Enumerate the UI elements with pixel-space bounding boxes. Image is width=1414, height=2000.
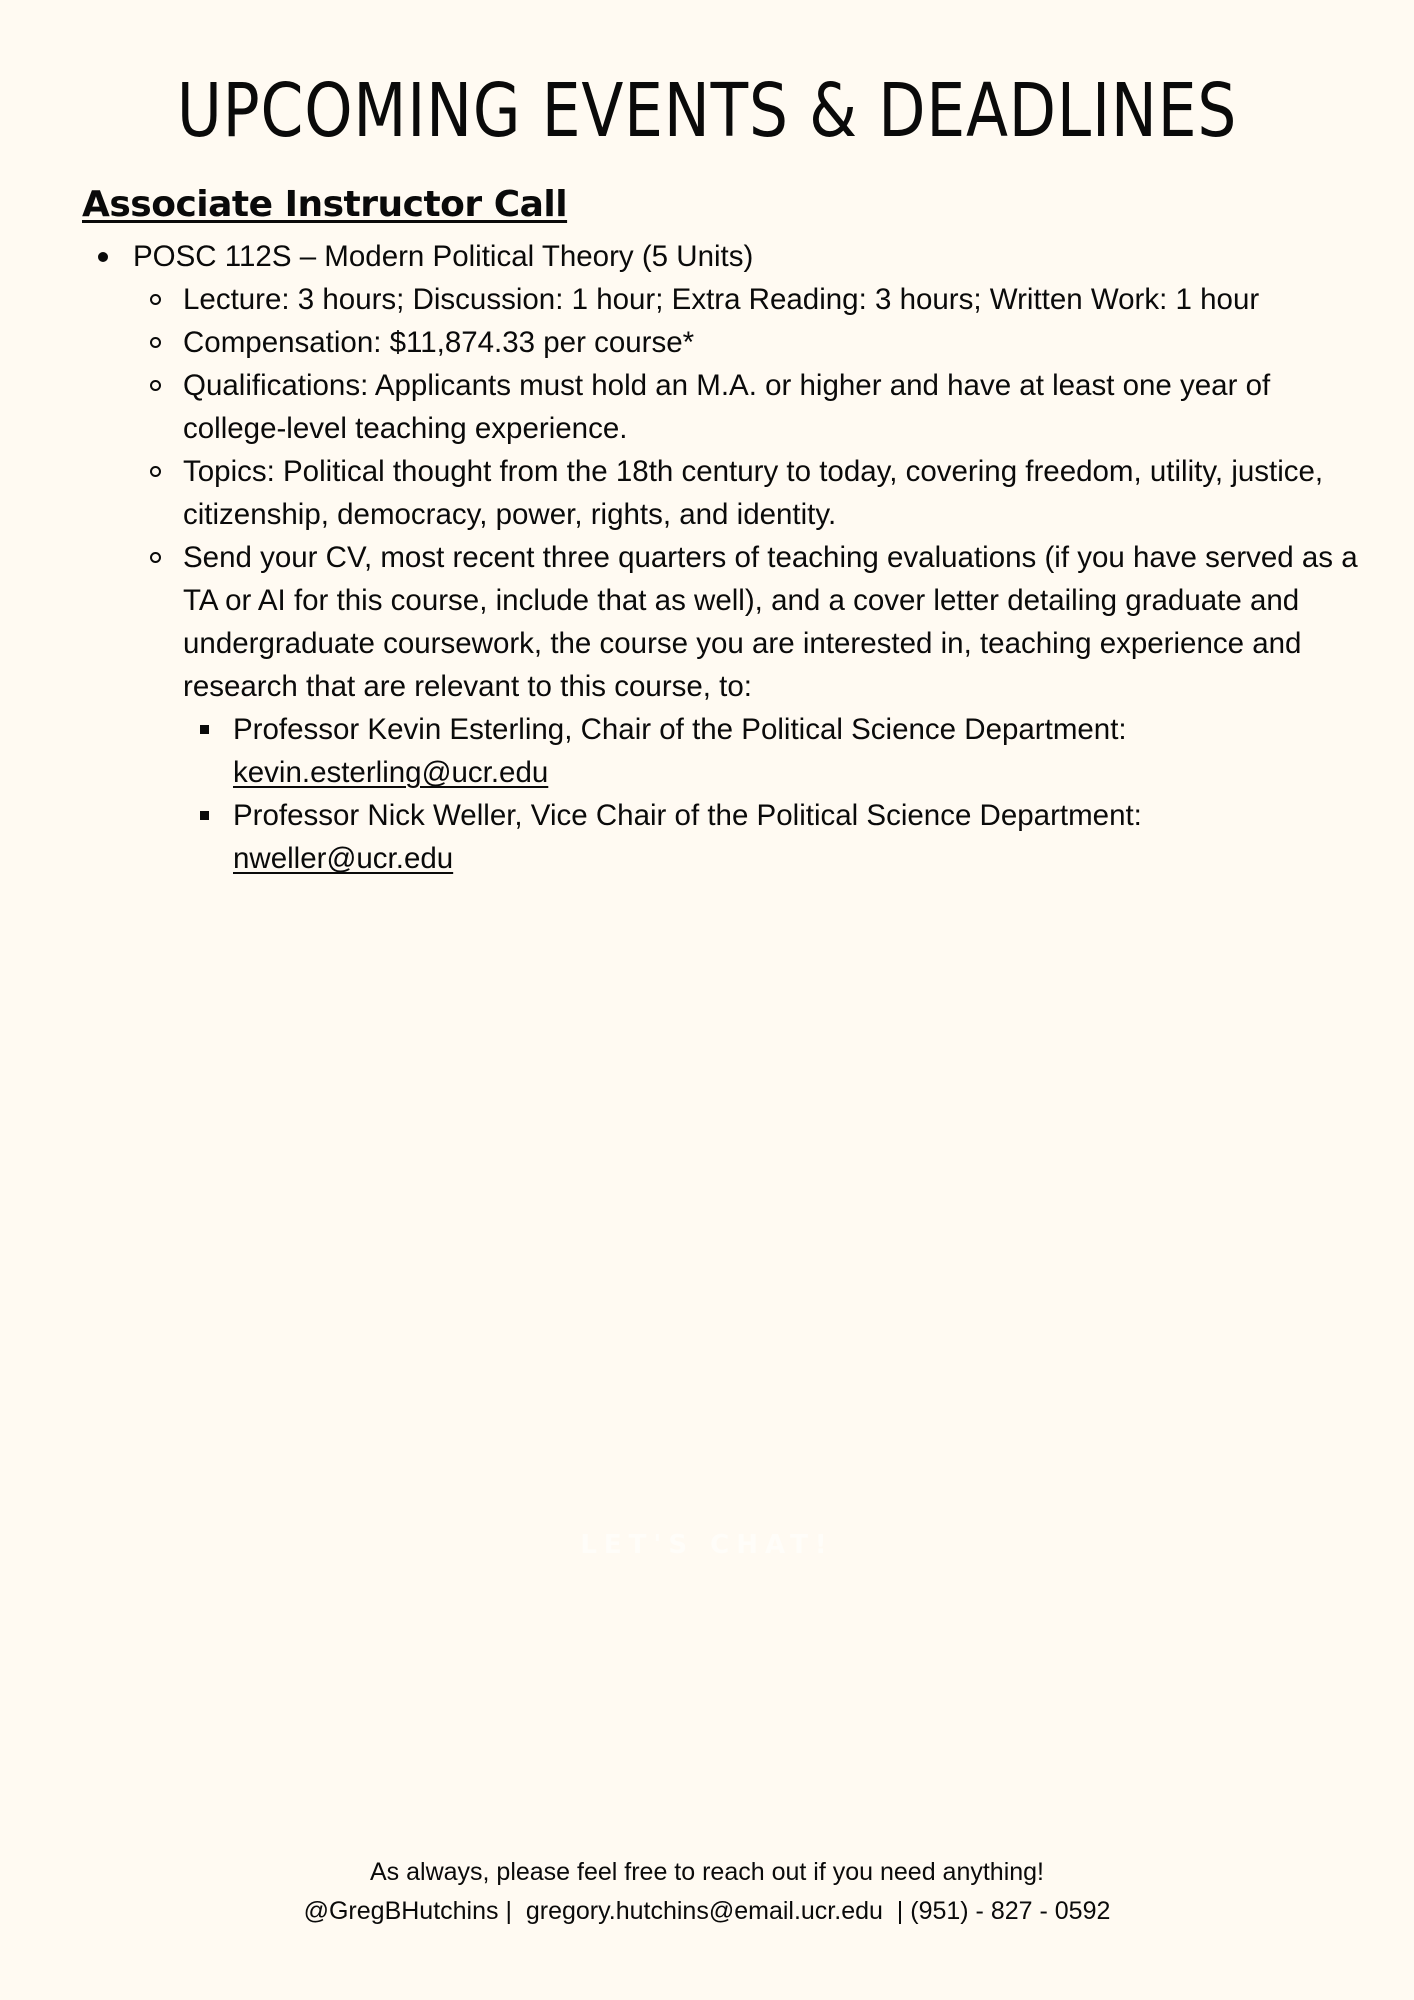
detail-text: Compensation: $11,874.33 per course*: [183, 326, 695, 359]
lets-chat-heading: LET'S CHAT!: [580, 1530, 834, 1560]
detail-item-topics: [183, 450, 1383, 536]
footer-separator: |: [498, 1897, 526, 1925]
footer-contact-line: [0, 1892, 1414, 1931]
contact-item: [233, 708, 1343, 794]
footer-email: gregory.hutchins@email.ucr.edu: [525, 1897, 883, 1925]
circle-bullet-icon: [150, 337, 161, 348]
contact-name: Professor Kevin Esterling, Chair of the Political Science Department:: [233, 713, 1127, 746]
footer-message: As always, please feel free to reach out if you need anything!: [369, 1858, 1045, 1886]
detail-text: Qualifications: Applicants must hold an M.A. or higher and have at least one year of college-level teaching experience.: [183, 369, 1271, 445]
course-label: POSC 112S – Modern Political Theory (5 Units): [133, 240, 754, 273]
course-details-list: [0, 278, 1414, 880]
detail-text: Topics: Political thought from the 18th century to today, covering freedom, utility, justice, citizenship, democracy, power, rights, and identity.: [183, 455, 1324, 531]
detail-item-qualifications: [183, 364, 1383, 450]
footer-handle: @GregBHutchins: [303, 1897, 499, 1925]
section-heading: Associate Instructor Call: [82, 184, 568, 225]
detail-text: Lecture: 3 hours; Discussion: 1 hour; Extra Reading: 3 hours; Written Work: 1 hour: [183, 283, 1260, 316]
contact-email-link[interactable]: kevin.esterling@ucr.edu: [233, 756, 549, 789]
contact-name: Professor Nick Weller, Vice Chair of the Political Science Department:: [233, 799, 1142, 832]
circle-bullet-icon: [150, 552, 161, 563]
course-item: [0, 235, 1414, 880]
circle-bullet-icon: [150, 466, 161, 477]
announcement-content: [0, 235, 1414, 880]
detail-item-compensation: [183, 321, 1383, 364]
contacts-list: [183, 708, 1383, 880]
square-bullet-icon: [200, 811, 209, 820]
page-title: UPCOMING EVENTS & DEADLINES: [176, 68, 1238, 154]
course-list: [0, 235, 1414, 880]
square-bullet-icon: [200, 725, 209, 734]
detail-item-application: [183, 536, 1383, 880]
detail-item-schedule: [183, 278, 1383, 321]
footer-phone: (951) - 827 - 0592: [910, 1897, 1111, 1925]
footer: [0, 1853, 1414, 1931]
circle-bullet-icon: [150, 380, 161, 391]
footer-separator: |: [882, 1897, 911, 1925]
disc-bullet-icon: [98, 252, 108, 262]
circle-bullet-icon: [150, 294, 161, 305]
detail-text: Send your CV, most recent three quarters of teaching evaluations (if you have served as a TA or AI for this course, include that as well), and a cover letter detailing graduate and undergraduate coursework, the course you are interested in, teaching experience and research that are relevant to this course, to:: [183, 541, 1358, 703]
contact-email-link[interactable]: nweller@ucr.edu: [233, 842, 454, 875]
contact-item: [233, 794, 1343, 880]
